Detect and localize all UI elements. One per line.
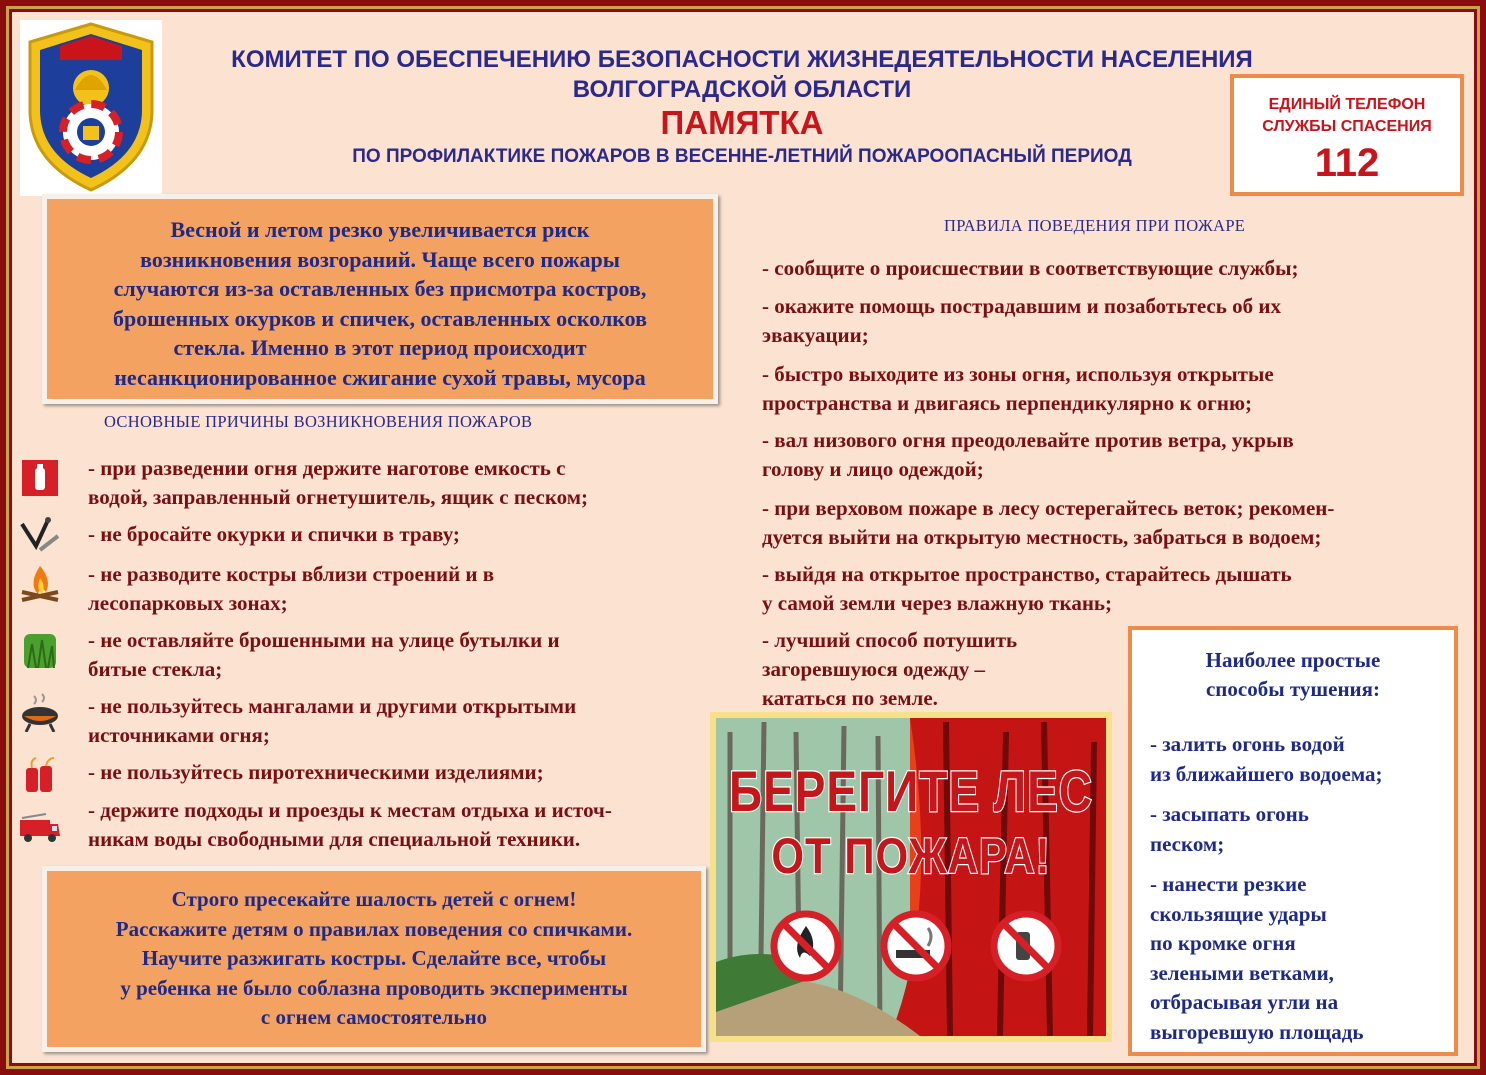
- causes-title: ОСНОВНЫЕ ПРИЧИНЫ ВОЗНИКНОВЕНИЯ ПОЖАРОВ: [104, 412, 533, 431]
- kids-line: с огнем самостоятельно: [260, 1005, 488, 1029]
- kids-line: Расскажите детям о правилах поведения со спичками.: [115, 916, 633, 941]
- cause-item: - не оставляйте брошенными на улице бутылки и битые стекла;: [88, 628, 560, 681]
- poster-title-line1: БЕРЕГИТЕ ЛЕС: [729, 758, 1093, 824]
- extinguishing-methods-box: [1128, 626, 1458, 1056]
- rule-item: - вал низового огня преодолевайте против ветра, укрыв голову и лицо одеждой;: [762, 428, 1294, 481]
- rule-item: - быстро выходите из зоны огня, используя открытые пространства и двигаясь перпендикулярно к огню;: [762, 362, 1274, 415]
- cause-item: - не бросайте окурки и спички в траву;: [88, 522, 460, 546]
- cause-item: - не пользуйтесь мангалами и другими открытыми источниками огня;: [88, 694, 577, 747]
- rules-title: ПРАВИЛА ПОВЕДЕНИЯ ПРИ ПОЖАРЕ: [944, 216, 1246, 235]
- page-title: ПАМЯТКА: [660, 104, 824, 141]
- intro-line: случаются из-за оставленных без присмотра костров,: [113, 276, 647, 302]
- poster-title-line2: ОТ ПОЖАРА!: [771, 827, 1051, 884]
- no-campfire-icon: [774, 914, 838, 978]
- committee-name: КОМИТЕТ ПО ОБЕСПЕЧЕНИЮ БЕЗОПАСНОСТИ ЖИЗНЕДЕЯТЕЛЬНОСТИ НАСЕЛЕНИЯ: [231, 46, 1253, 73]
- firecracker-icon: [18, 754, 62, 794]
- rule-item: - сообщите о происшествии в соответствующие службы;: [762, 256, 1299, 280]
- committee-emblem: [20, 20, 162, 196]
- shield-emblem-icon: [20, 20, 162, 196]
- cause-item: - не разводите костры вблизи строений и в лесопарковых зонах;: [88, 562, 495, 615]
- intro-line: брошенных окурков и спичек, оставленных осколков: [112, 305, 648, 331]
- prohibition-signs: [710, 898, 1112, 998]
- children-warning-box: [42, 866, 706, 1052]
- kids-line: у ребенка не было соблазна проводить эксперименты: [120, 975, 628, 1000]
- emergency-phone-number[interactable]: 112: [1314, 141, 1380, 185]
- methods-title-line1: Наиболее простые: [1205, 648, 1381, 672]
- match-cigarette-icon: [18, 516, 62, 556]
- method-item: - нанести резкие скользящие удары по кромке огня зелеными ветками, отбрасывая угли на выгоревшую площадь: [1150, 872, 1364, 1044]
- fire-extinguisher-icon: [18, 458, 62, 498]
- rule-item: - при верховом пожаре в лесу остерегайтесь веток; рекомен- дуется выйти на открытую местность, забраться в водоем;: [762, 496, 1335, 549]
- burning-grass-icon: [18, 630, 62, 670]
- emergency-phone-box: [1230, 74, 1464, 196]
- rule-item: - лучший способ потушить загоревшуюся одежду – кататься по земле.: [762, 628, 1018, 710]
- intro-box: [42, 194, 718, 404]
- page-subtitle: ПО ПРОФИЛАКТИКЕ ПОЖАРОВ В ВЕСЕННЕ-ЛЕТНИЙ ПОЖАРООПАСНЫЙ ПЕРИОД: [352, 146, 1132, 167]
- cause-item: - при разведении огня держите наготове емкость с водой, заправленный огнетушитель, ящик с песком;: [88, 456, 589, 509]
- leaflet: [12, 12, 1474, 1063]
- methods-title-line2: способы тушения:: [1205, 677, 1381, 701]
- kids-line: Строго пресекайте шалость детей с огнем!: [171, 887, 577, 911]
- cause-item: - не пользуйтесь пиротехническими изделиями;: [88, 760, 544, 784]
- fire-truck-icon: [18, 808, 62, 848]
- phone-label-line1: ЕДИНЫЙ ТЕЛЕФОН: [1268, 96, 1426, 113]
- barbecue-grill-icon: [18, 692, 62, 732]
- intro-line: Весной и летом резко увеличивается риск: [170, 217, 590, 242]
- rule-item: - выйдя на открытое пространство, старайтесь дышать у самой земли через влажную ткань;: [762, 562, 1292, 615]
- no-litter-icon: [994, 914, 1058, 978]
- rule-item: - окажите помощь пострадавшим и позаботьтесь об их эвакуации;: [762, 294, 1281, 347]
- intro-line: возникновения возгораний. Чаще всего пожары: [140, 246, 620, 272]
- region-name: ВОЛГОГРАДСКОЙ ОБЛАСТИ: [572, 76, 912, 103]
- campfire-icon: [18, 564, 62, 604]
- intro-line: стекла. Именно в этот период происходит: [173, 335, 587, 361]
- forest-fire-poster: [710, 712, 1112, 1042]
- kids-line: Научите разжигать костры. Сделайте все, чтобы: [141, 946, 607, 970]
- no-smoking-icon: [884, 914, 948, 978]
- cause-item: - держите подходы и проезды к местам отдыха и источ- никам воды свободными для специальной техники.: [88, 798, 612, 851]
- method-item: - залить огонь водой из ближайшего водоема;: [1150, 732, 1383, 786]
- phone-label-line2: СЛУЖБЫ СПАСЕНИЯ: [1262, 118, 1432, 135]
- method-item: - засыпать огонь песком;: [1150, 802, 1309, 856]
- intro-line: несанкционированное сжигание сухой травы, мусора: [114, 364, 646, 390]
